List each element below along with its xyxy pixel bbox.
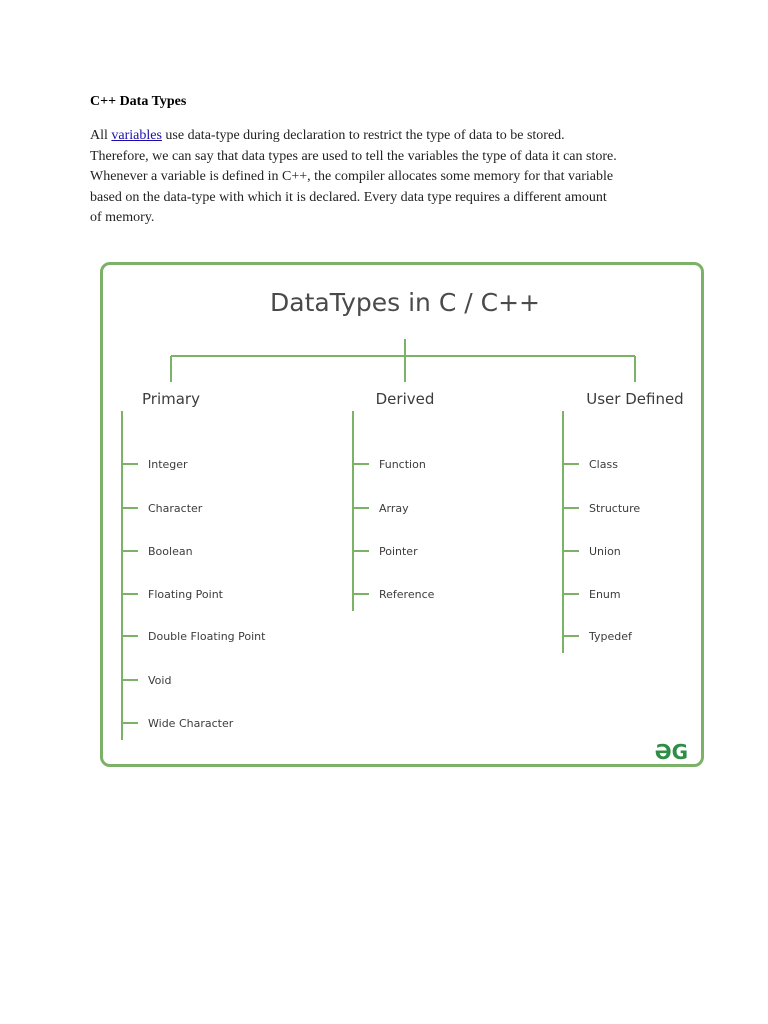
item-label-primary-5: Void xyxy=(148,674,172,687)
item-label-derived-1: Array xyxy=(379,502,409,515)
item-label-derived-0: Function xyxy=(379,458,426,471)
paragraph-line-3: Whenever a variable is defined in C++, the compiler allocates some memory for that variable xyxy=(90,169,614,184)
variables-link[interactable]: variables xyxy=(111,128,162,143)
paragraph-line-2: Therefore, we can say that data types are used to tell the variables the type of data it can store. xyxy=(90,148,617,164)
line1-suffix: use data-type during declaration to restrict the type of data to be stored. xyxy=(161,128,565,143)
intro-paragraph xyxy=(90,126,690,229)
item-label-user-defined-3: Enum xyxy=(589,588,621,601)
paragraph-line-4: based on the data-type with which it is declared. Every data type requires a different amount xyxy=(90,189,607,205)
branch-heading-user-defined: User Defined xyxy=(586,390,684,408)
gfg-logo: ƏG xyxy=(654,740,688,764)
paragraph-line-5: of memory. xyxy=(90,210,155,225)
paragraph-line-1 xyxy=(90,126,690,147)
datatypes-diagram xyxy=(100,262,704,767)
item-label-primary-6: Wide Character xyxy=(148,717,234,730)
item-label-primary-4: Double Floating Point xyxy=(148,630,266,643)
item-label-user-defined-2: Union xyxy=(589,545,621,558)
item-label-derived-2: Pointer xyxy=(379,545,418,558)
item-label-user-defined-0: Class xyxy=(589,458,618,471)
branch-heading-derived: Derived xyxy=(375,390,435,408)
item-label-primary-1: Character xyxy=(148,502,203,515)
item-label-derived-3: Reference xyxy=(379,588,435,601)
item-label-primary-3: Floating Point xyxy=(148,588,223,601)
item-label-user-defined-1: Structure xyxy=(589,502,641,515)
item-label-primary-0: Integer xyxy=(148,458,188,471)
diagram-title: DataTypes in C / C++ xyxy=(270,288,540,317)
diagram-canvas xyxy=(103,265,707,770)
line1-prefix: All xyxy=(90,128,112,143)
item-label-user-defined-4: Typedef xyxy=(589,630,632,643)
item-label-primary-2: Boolean xyxy=(148,545,193,558)
section-heading: C++ Data Types xyxy=(90,94,187,109)
branch-heading-primary: Primary xyxy=(142,390,200,408)
